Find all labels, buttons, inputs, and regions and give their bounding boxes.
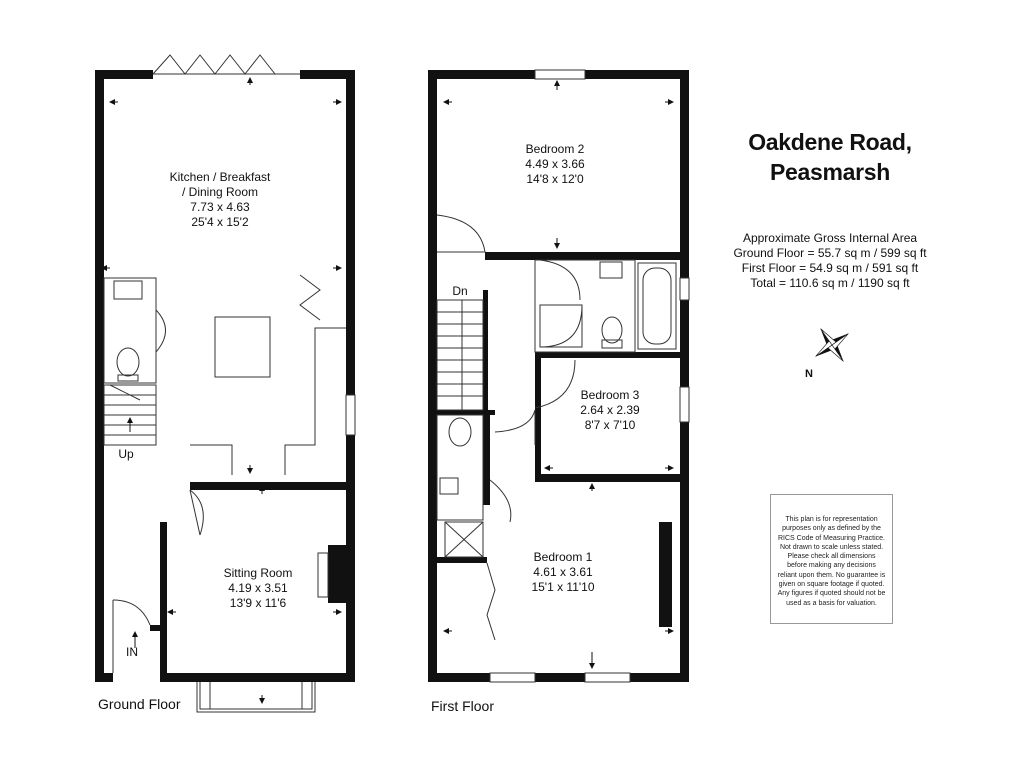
ground-stairs-label: Up	[118, 447, 134, 461]
bedroom3-name: Bedroom 3	[580, 388, 640, 402]
bedroom1-imperial: 15'1 x 11'10	[531, 580, 595, 594]
kitchen-label	[160, 170, 280, 230]
bedroom1-name: Bedroom 1	[533, 550, 593, 564]
kitchen-name-line1: Kitchen / Breakfast	[169, 170, 271, 184]
kitchen-metric: 7.73 x 4.63	[190, 200, 250, 214]
sitting-room-metric: 4.19 x 3.51	[228, 581, 288, 595]
entrance-label: IN	[126, 645, 138, 659]
bedroom2-name: Bedroom 2	[525, 142, 585, 156]
disclaimer-text: This plan is for representation purposes only as defined by the RICS Code of Measuring Practice. Not drawn to scale unless stated. Please check all dimensions before making any decisions reliant upon them. No guarantee is given on square footage if quoted. Any figures if quoted should not be used as a basis for valuation.	[777, 516, 886, 607]
title-line1: Oakdene Road,	[748, 129, 912, 155]
bedroom1-metric: 4.61 x 3.61	[533, 565, 593, 579]
first-floor-label: First Floor	[431, 698, 494, 714]
sitting-room-name: Sitting Room	[223, 566, 293, 580]
property-title	[730, 127, 930, 187]
area-heading: Approximate Gross Internal Area	[742, 231, 918, 245]
sitting-room-imperial: 13'9 x 11'6	[229, 596, 287, 610]
disclaimer-box	[770, 494, 893, 624]
first-stairs-label: Dn	[452, 284, 468, 298]
compass-label: N	[805, 368, 813, 380]
area-total: Total = 110.6 sq m / 1190 sq ft	[750, 276, 910, 290]
kitchen-name-line2: / Dining Room	[181, 185, 259, 199]
sitting-room-label	[208, 566, 308, 611]
ground-floor-label: Ground Floor	[98, 696, 181, 712]
bedroom3-metric: 2.64 x 2.39	[580, 403, 640, 417]
bedroom2-label	[505, 142, 605, 187]
area-ground: Ground Floor = 55.7 sq m / 599 sq ft	[733, 246, 927, 260]
compass-rose	[800, 323, 860, 388]
bedroom2-imperial: 14'8 x 12'0	[526, 172, 584, 186]
bedroom1-label	[513, 550, 613, 595]
area-summary	[715, 231, 945, 291]
ground-floor-lines	[104, 55, 355, 712]
title-line2: Peasmarsh	[769, 159, 891, 185]
kitchen-imperial: 25'4 x 15'2	[191, 215, 249, 229]
area-first: First Floor = 54.9 sq m / 591 sq ft	[741, 261, 919, 275]
bedroom2-metric: 4.49 x 3.66	[525, 157, 585, 171]
bedroom3-imperial: 8'7 x 7'10	[584, 418, 636, 432]
bedroom3-label	[560, 388, 660, 433]
